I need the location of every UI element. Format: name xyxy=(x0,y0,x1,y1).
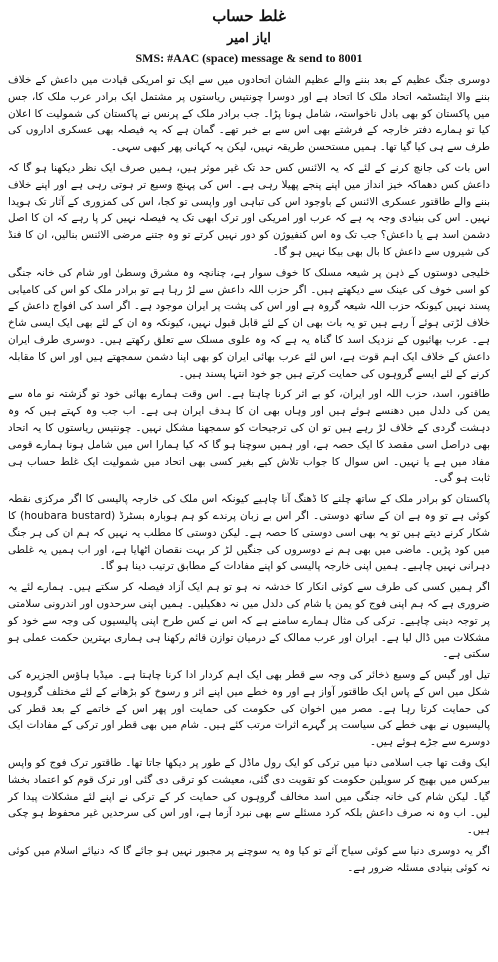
paragraph: طاقتور، اسد، حزب اللہ اور ایران، کو بے اثر کرنا چاہتا ہے۔ اس وقت ہمارے بھائی خود تو گزشتہ نو ماہ سے یمن کی دلدل میں دھنسے ہوئے ہیں اور وہاں بھی ان کا ہدف ایران ہی ہے۔ اب جب وہ کہتے ہیں کہ وہ دہشت گردی کے خلاف لڑ رہے ہیں تو ان کی ترجیحات کو سمجھنا مشکل نہیں۔ چونتیس ریاستوں کا یہ اتحاد بھی دراصل اسی مقصد کا ایک حصہ ہے، اور ہمیں سوچنا ہو گا کہ کیا ہمارا اس میں شامل ہونا ہمارے قومی مفاد میں ہے یا نہیں۔ اس سوال کا جواب تلاش کیے بغیر کسی بھی اتحاد میں شمولیت ایک غلط حساب ہی ثابت ہو گی۔ xyxy=(8,388,490,485)
article-title: غلط حساب xyxy=(212,7,286,25)
paragraph: اس بات کی جانچ کرنے کے لئے کہ یہ الائنس کس حد تک غیر موثر ہیں، ہمیں صرف ایک نظر دیکھنا ہو گا کہ داعش کس دھماکہ خیز انداز میں اپنے پنجے پھیلا رہی ہے۔ اس کی پہنچ وسیع تر ہوتی رہی ہے اور اپنے خلاف بننے والے طاقتور عسکری الائنس کے باوجود اس کی تباہی اور واپسی تو کجا، اس کی کمزوری کے آثار تک ہویدا نہیں۔ اس کی بنیادی وجہ یہ ہے کہ عرب اور امریکی اور ترک ابھی تک یہ فیصلہ نہیں کر پا رہے کہ ان کا اصل دشمن اسد ہے یا داعش؟ جب تک وہ اس کنفیوژن کو دور نہیں کرتے تو وہ جتنے مرضی الائنس بنالیں، ان کا فنڈ کی شیروں سے داعش کا بال بھی بیکا نہیں ہو گا۔ xyxy=(8,161,490,258)
paragraph: اگر ہمیں کسی کی طرف سے کوئی انکار کا خدشہ نہ ہو تو ہم ایک آزاد فیصلہ کر سکتے ہیں۔ ہمارے لئے یہ ضروری ہے کہ ہم اپنی فوج کو یمن یا شام کی دلدل میں نہ دھکیلیں۔ ہمیں اپنی سرحدوں اور اندرونی سلامتی پر توجہ دینی چاہیے۔ ترکی کی مثال ہمارے سامنے ہے کہ اس نے کس طرح اپنی پالیسیوں کی وجہ سے خود کو مشکلات میں ڈال لیا ہے۔ ایران اور عرب ممالک کے درمیان توازن قائم رکھنا ہی ہماری بہترین حکمت عملی ہو سکتی ہے۔ xyxy=(8,581,490,661)
author-byline: ایاز امیر xyxy=(227,31,271,46)
paragraph: دوسری جنگ عظیم کے بعد بننے والے عظیم الشان اتحادوں میں سے ایک تو امریکی قیادت میں داعش کے خلاف بننے والا اینٹسٹمہ اتحاد ملک کا اتحاد ہے اور دوسرا چونتیس ریاستوں پر مشتمل ایک برادر عرب ملک کا، جس میں پاکستان کو بھی بادل ناخواستہ، شامل ہونا پڑا۔ جب برادر ملک کے پرنس نے پاکستان کی شمولیت کا اعلان کیا تو ہمارے دفتر خارجہ کے فرشتے بھی اس سے بے خبر تھے۔ گمان ہے کہ یہ فیصلہ بھی عسکری اداروں کی طرف سے ہی کیا گیا تھا۔ ہمیں مستحسن طریقہ نہیں، لیکن یہ کہانی پھر کبھی سہی۔ xyxy=(8,74,490,154)
paragraph: تیل اور گیس کے وسیع ذخائر کی وجہ سے قطر بھی ایک اہم کردار ادا کرنا چاہتا ہے۔ میڈیا ہاؤس الجزیرہ کی شکل میں اس کے پاس ایک طاقتور آواز ہے اور وہ خطے میں اپنے اثر و رسوخ کو بڑھانے کے لئے مختلف گروہوں کی حمایت کرتا رہا ہے۔ مصر میں اخوان کی حکومت کی حمایت اور پھر اس کے خاتمے کے بعد قطر کی پالیسیوں نے بھی خطے کی سیاست پر گہرے اثرات مرتب کئے ہیں۔ شام میں بھی قطر اور ترکی کے مفادات ایک دوسرے سے جڑے ہوئے ہیں۔ xyxy=(8,669,490,749)
paragraph: ایک وقت تھا جب اسلامی دنیا میں ترکی کو ایک رول ماڈل کے طور پر دیکھا جاتا تھا۔ طاقتور ترک فوج کو واپس بیرکس میں بھیج کر سویلین حکومت کو تقویت دی گئی، معیشت کو ترقی دی گئی اور ترک قوم کو اعتماد بخشا گیا۔ لیکن شام کی خانہ جنگی میں اسد مخالف گروہوں کی حمایت کر کے ترکی نے اپنے لئے مشکلات پیدا کر لیں۔ اب وہ نہ صرف داعش بلکہ کرد مسئلے سے بھی نبرد آزما ہے، اور اس کی سرحدیں غیر محفوظ ہو چکی ہیں۔ xyxy=(8,757,490,837)
paragraph: پاکستان کو برادر ملک کے ساتھ چلنے کا ڈھنگ آنا چاہیے کیونکہ اس ملک کی خارجہ پالیسی کا اگر مرکزی نقطہ کوئی ہے تو وہ ہے ان کے ساتھ دوستی۔ اگر اس بے زبان پرندے کو ہم ہوبارہ بسٹرڈ (houbara bustard) کا شکار کرنے دیتے ہیں تو یہ بھی اسی دوستی کا حصہ ہے۔ لیکن دوستی کا مطلب یہ نہیں کہ ہم ان کی ہر جنگ میں کود پڑیں۔ ماضی میں بھی ہم نے دوسروں کی جنگیں لڑ کر بہت نقصان اٹھایا ہے، اور اب ہمیں یہ غلطی دہرانی نہیں چاہیے۔ ہمیں اپنی خارجہ پالیسی کو اپنے مفادات کے مطابق ترتیب دینا ہو گا۔ xyxy=(8,493,490,573)
article-body xyxy=(8,72,490,877)
paragraph: اگر یہ دوسری دنیا سے کوئی سیاح آئے تو کیا وہ یہ سوچنے پر مجبور نہیں ہو جائے گا کہ دنیائے اسلام میں کوئی نہ کوئی بنیادی مسئلہ ضرور ہے۔ xyxy=(8,845,490,874)
paragraph: خلیجی دوستوں کے ذہن پر شیعہ مسلک کا خوف سوار ہے، چنانچہ وہ مشرق وسطیٰ اور شام کی خانہ جنگی کو اسی خوف کی عینک سے دیکھتے ہیں۔ اگر حزب اللہ داعش سے لڑ رہا ہے تو برادر ملک کو اس کی کامیابی پسند نہیں کیونکہ حزب اللہ شیعہ گروہ ہے اور اس کی پشت پر ایران موجود ہے۔ اگر اسد کی افواج داعش کے خلاف لڑتی ہوئے آ رہے ہیں تو یہ بات بھی ان کے لئے قابل قبول نہیں، کیونکہ وہ ان کے لئے بھی ایک ایسی شاخ ہے۔ عرب بھائیوں کے نزدیک اسد کا گناہ یہ ہے کہ وہ علوی مسلک سے تعلق رکھتے ہیں۔ دوسری طرف ایران داعش کے خلاف ایک اہم قوت ہے، اس لئے عرب بھائی ایران کو بھی اپنا دشمن سمجھتے ہیں اور اس کا مقابلہ کرنے کے لئے ایسے گروہوں کی حمایت کرتے ہیں جو خود انتہا پسند ہیں۔ xyxy=(8,266,490,380)
sms-line: SMS: #AAC (space) message & send to 8001 xyxy=(135,51,363,65)
